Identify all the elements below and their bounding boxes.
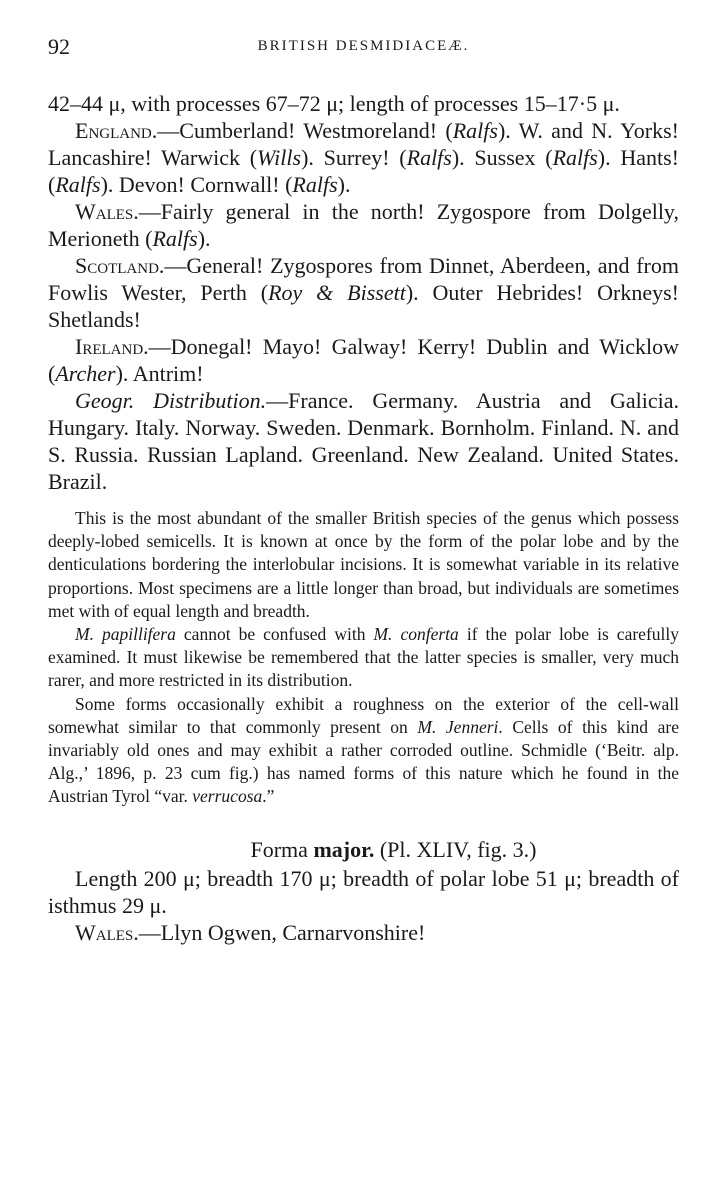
forma-dimensions-paragraph (48, 865, 679, 919)
running-title: BRITISH DESMIDIACEÆ. (257, 38, 470, 54)
forma-wales-label: Wales. (75, 919, 139, 945)
scotland-label: Scotland. (75, 253, 165, 278)
england-t4: ). Sussex ( (451, 145, 553, 170)
para3-t3: .” (262, 786, 275, 807)
ireland-t1: —Donegal! Mayo! Galway! Kerry! Dublin and Wicklow ( (48, 334, 679, 386)
england-a3: Ralfs (406, 145, 452, 170)
forma-dims-text: Length 200 μ; breadth 170 μ; breadth of polar lobe 51 μ; breadth of isthmus 29 μ. (48, 865, 679, 918)
page-number: 92 (48, 34, 70, 59)
england-label: England. (75, 118, 158, 143)
england-a1: Ralfs (452, 118, 498, 143)
wales-paragraph (48, 198, 679, 252)
england-a2: Wills (257, 145, 302, 170)
wales-t1: —Fairly general in the north! Zygospore from Dolgelly, Merioneth ( (48, 199, 679, 251)
roughness-paragraph (48, 693, 679, 809)
forma-plate-ref: (Pl. XLIV, fig. 3.) (374, 836, 537, 862)
england-a5: Ralfs (55, 172, 101, 197)
distribution-paragraph (48, 387, 679, 495)
forma-wales-paragraph (48, 919, 679, 946)
para1-text: This is the most abundant of the smaller British species of the genus which possess deeply-lobed semicells. It is known at once by the form of the polar lobe and by the denticulations bordering the interlobular incisions. It is somewhat variable in its relative proportions. Most specimens are a little longer than broad, but individuals are sometimes met with of equal length and breadth. (48, 508, 679, 621)
england-t2: ). W. and N. Yorks! Lancashire! Warwick ( (48, 118, 679, 170)
england-t7: ). (337, 172, 351, 197)
wales-t2: ). (197, 226, 211, 251)
england-t5: ). Hants! ( (48, 145, 679, 197)
dimensions-paragraph (48, 90, 679, 117)
england-a4: Ralfs (552, 145, 598, 170)
page-body (48, 90, 679, 946)
ireland-label: Ireland. (75, 334, 149, 359)
page-header (48, 34, 679, 64)
forma-prefix: Forma (250, 836, 314, 862)
para2-species-1: M. papillifera (75, 624, 176, 645)
para3-t2: . Cells of this kind are invariably old ones and may exhibit a rather corroded outline. Schmidle (‘Beitr. alp. Alg.,’ 1896, p. 23 cum fig.) has named forms of this nature which he found in the Austrian Tyrol “var. (48, 716, 679, 807)
scotland-t2: ). Outer Hebrides! Orkneys! Shetlands! (48, 280, 679, 332)
scotland-a1: Roy & Bissett (268, 280, 406, 305)
england-paragraph (48, 117, 679, 198)
comparison-paragraph (48, 623, 679, 693)
spacer (48, 809, 679, 835)
england-a6: Ralfs (292, 172, 338, 197)
para3-variety: verrucosa (192, 786, 263, 807)
forma-name: major. (313, 836, 375, 862)
para2-t2: if the polar lobe is carefully examined. It must likewise be remembered that the latter species is smaller, very much rarer, and more restricted in its distribution. (48, 624, 679, 691)
wales-label: Wales. (75, 199, 139, 224)
para2-species-2: M. conferta (373, 624, 459, 645)
ireland-paragraph (48, 333, 679, 387)
ireland-a1: Archer (55, 361, 116, 386)
forma-heading (48, 835, 679, 865)
england-t3: ). Surrey! ( (301, 145, 407, 170)
abundance-paragraph (48, 507, 679, 623)
england-t6: ). Devon! Cornwall! ( (100, 172, 293, 197)
para3-t1: Some forms occasionally exhibit a roughness on the exterior of the cell-wall somewhat similar to that commonly present on (48, 693, 679, 737)
dimensions-text: 42–44 μ, with processes 67–72 μ; length of processes 15–17·5 μ. (48, 91, 620, 116)
scotland-paragraph (48, 252, 679, 333)
para2-t1: cannot be confused with (175, 624, 374, 645)
forma-wales-text: —Llyn Ogwen, Carnarvonshire! (138, 919, 426, 945)
distribution-text: —France. Germany. Austria and Galicia. Hungary. Italy. Norway. Sweden. Denmark. Bornholm. Finland. N. and S. Russia. Russian Lapland. Greenland. New Zealand. United States. Brazil. (48, 388, 679, 494)
scotland-t1: —General! Zygospores from Dinnet, Aberdeen, and from Fowlis Wester, Perth ( (48, 253, 679, 305)
distribution-label: Geogr. Distribution. (75, 388, 267, 413)
england-t1: —Cumberland! Westmoreland! ( (157, 118, 453, 143)
para3-species-1: M. Jenneri (417, 716, 499, 737)
wales-a1: Ralfs (152, 226, 198, 251)
spacer (48, 495, 679, 507)
ireland-t2: ). Antrim! (115, 361, 204, 386)
